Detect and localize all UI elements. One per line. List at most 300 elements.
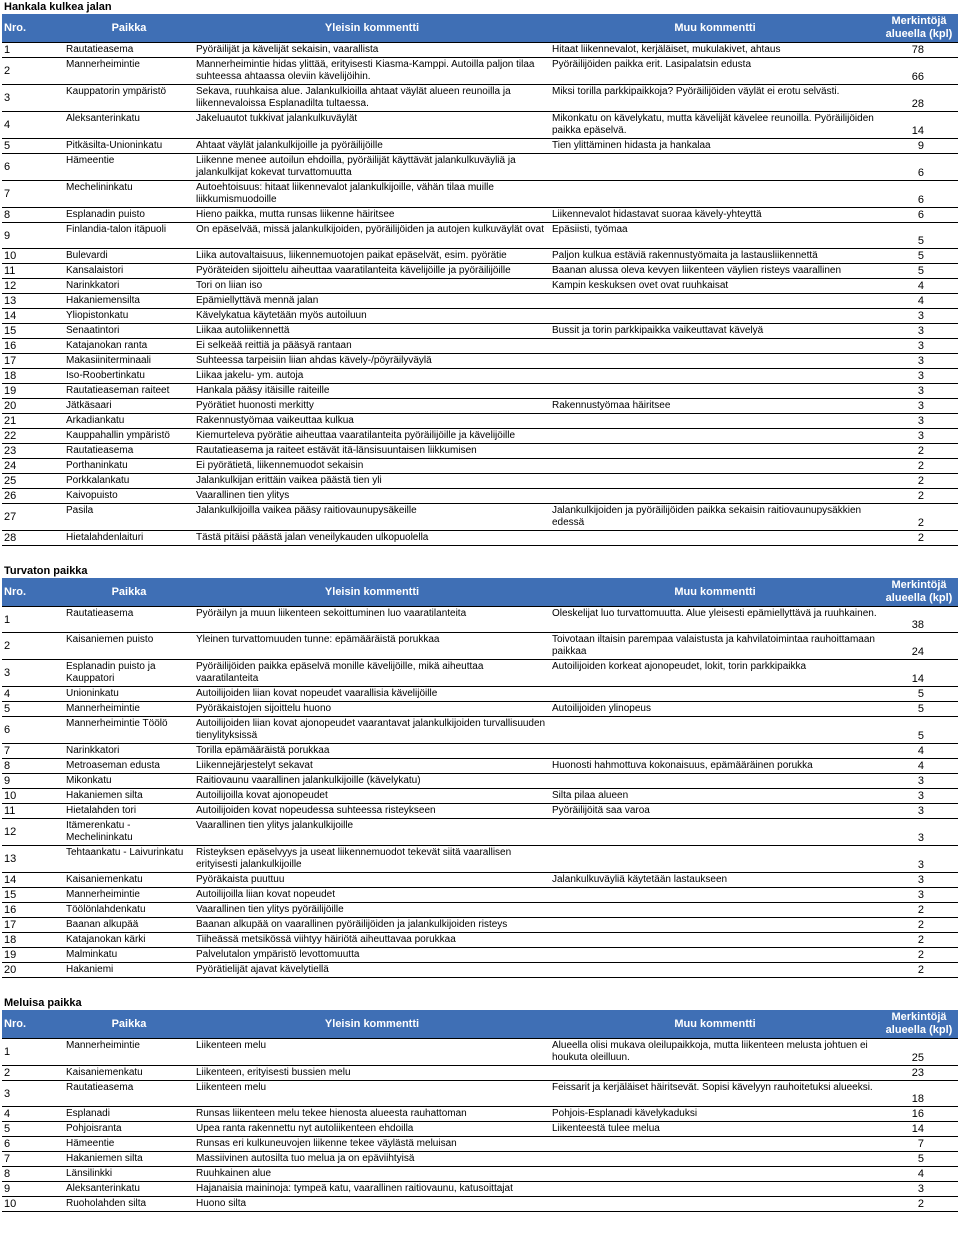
yleisin-comment-cell: Liikaa autoliikennettä (194, 324, 550, 339)
table-row (2, 112, 958, 139)
muu-comment-cell: Kampin keskuksen ovet ovat ruuhkaisat (550, 279, 880, 294)
table-row (2, 429, 958, 444)
table-row (2, 249, 958, 264)
nro-cell: 9 (2, 1182, 64, 1197)
yleisin-comment-cell: Tiiheässä metsikössä viihtyy häiriötä aiheuttavaa porukkaa (194, 933, 550, 948)
yleisin-comment-cell: Hieno paikka, mutta runsas liikenne häiritsee (194, 208, 550, 223)
header-nro: Nro. (2, 14, 64, 43)
table-row (2, 504, 958, 531)
table-row (2, 846, 958, 873)
count-cell: 2 (880, 933, 958, 948)
table-row (2, 744, 958, 759)
nro-cell: 19 (2, 948, 64, 963)
count-cell: 9 (880, 139, 958, 154)
muu-comment-cell: Pyöräilijöitä saa varoa (550, 804, 880, 819)
table-row (2, 702, 958, 717)
table-row (2, 531, 958, 546)
yleisin-comment-cell: Liikaa jakelu- ym. autoja (194, 369, 550, 384)
muu-comment-cell (550, 774, 880, 789)
count-cell: 3 (880, 1182, 958, 1197)
muu-comment-cell (550, 531, 880, 546)
count-cell: 23 (880, 1066, 958, 1081)
header-nro: Nro. (2, 1010, 64, 1039)
count-cell: 18 (880, 1081, 958, 1107)
table-row (2, 948, 958, 963)
table-row (2, 354, 958, 369)
header-muu: Muu kommentti (550, 1010, 880, 1039)
count-cell: 3 (880, 369, 958, 384)
yleisin-comment-cell: Kiemurteleva pyörätie aiheuttaa vaaratilanteita pyöräilijöille ja kävelijöille (194, 429, 550, 444)
paikka-cell: Kansalaistori (64, 264, 194, 279)
paikka-cell: Itämerenkatu - Mechelininkatu (64, 819, 194, 846)
nro-cell: 13 (2, 294, 64, 309)
nro-cell: 2 (2, 58, 64, 85)
count-cell: 3 (880, 399, 958, 414)
muu-comment-cell (550, 819, 880, 846)
nro-cell: 6 (2, 717, 64, 744)
paikka-cell: Kauppatorin ympäristö (64, 85, 194, 112)
paikka-cell: Jätkäsaari (64, 399, 194, 414)
count-cell: 3 (880, 819, 958, 846)
table-row (2, 607, 958, 633)
nro-cell: 5 (2, 139, 64, 154)
nro-cell: 25 (2, 474, 64, 489)
nro-cell: 4 (2, 687, 64, 702)
count-cell: 5 (880, 687, 958, 702)
table-row (2, 324, 958, 339)
count-cell: 16 (880, 1107, 958, 1122)
table-row (2, 819, 958, 846)
paikka-cell: Katajanokan kärki (64, 933, 194, 948)
nro-cell: 12 (2, 279, 64, 294)
nro-cell: 8 (2, 1167, 64, 1182)
muu-comment-cell: Autoilijoiden ylinopeus (550, 702, 880, 717)
yleisin-comment-cell: Ei selkeää reittiä ja pääsyä rantaan (194, 339, 550, 354)
yleisin-comment-cell: Sekava, ruuhkaisa alue. Jalankulkioilla ahtaat väylät alueen reunoilla ja liikennevaloissa Esplanadilta tultaessa. (194, 85, 550, 112)
muu-comment-cell: Miksi torilla parkkipaikkoja? Pyöräilijöiden väylät ei erotu selvästi. (550, 85, 880, 112)
yleisin-comment-cell: Tori on liian iso (194, 279, 550, 294)
yleisin-comment-cell: Liikenteen, erityisesti bussien melu (194, 1066, 550, 1081)
nro-cell: 3 (2, 1081, 64, 1107)
count-cell: 14 (880, 112, 958, 139)
count-cell: 2 (880, 459, 958, 474)
yleisin-comment-cell: Liikenteen melu (194, 1081, 550, 1107)
count-cell: 3 (880, 789, 958, 804)
yleisin-comment-cell: Mannerheimintie hidas ylittää, erityisesti Kiasma-Kamppi. Autoilla paljon tilaa suhteessa ahtaassa oleviin kävelijöihin. (194, 58, 550, 85)
muu-comment-cell: Epäsiisti, työmaa (550, 223, 880, 249)
table-row (2, 1066, 958, 1081)
nro-cell: 4 (2, 1107, 64, 1122)
count-cell: 3 (880, 414, 958, 429)
nro-cell: 1 (2, 1039, 64, 1066)
count-cell: 5 (880, 223, 958, 249)
count-cell: 2 (880, 504, 958, 531)
yleisin-comment-cell: Raitiovaunu vaarallinen jalankulkijoille (kävelykatu) (194, 774, 550, 789)
yleisin-comment-cell: Pyörätiet huonosti merkitty (194, 399, 550, 414)
count-cell: 2 (880, 1197, 958, 1212)
table-row (2, 459, 958, 474)
muu-comment-cell (550, 294, 880, 309)
muu-comment-cell: Mikonkatu on kävelykatu, mutta kävelijät kävelee reunoilla. Pyöräilijöiden paikka epäselvä. (550, 112, 880, 139)
yleisin-comment-cell: Kävelykatua käytetään myös autoiluun (194, 309, 550, 324)
paikka-cell: Tehtaankatu - Laivurinkatu (64, 846, 194, 873)
table-row (2, 918, 958, 933)
paikka-cell: Kaivopuisto (64, 489, 194, 504)
count-cell: 3 (880, 888, 958, 903)
nro-cell: 15 (2, 888, 64, 903)
count-cell: 3 (880, 846, 958, 873)
count-cell: 3 (880, 309, 958, 324)
table-row (2, 1137, 958, 1152)
table-row (2, 154, 958, 181)
table-row (2, 309, 958, 324)
table-row (2, 633, 958, 660)
count-cell: 7 (880, 1137, 958, 1152)
count-cell: 14 (880, 660, 958, 687)
nro-cell: 17 (2, 918, 64, 933)
paikka-cell: Mannerheimintie (64, 1039, 194, 1066)
table-row (2, 414, 958, 429)
paikka-cell: Kauppahallin ympäristö (64, 429, 194, 444)
muu-comment-cell: Liikennevalot hidastavat suoraa kävely-yhteyttä (550, 208, 880, 223)
count-cell: 6 (880, 154, 958, 181)
nro-cell: 10 (2, 789, 64, 804)
count-cell: 3 (880, 339, 958, 354)
nro-cell: 8 (2, 208, 64, 223)
nro-cell: 18 (2, 369, 64, 384)
section-title: Meluisa paikka (4, 997, 82, 1009)
table-row (2, 1081, 958, 1107)
nro-cell: 3 (2, 660, 64, 687)
count-cell: 24 (880, 633, 958, 660)
count-cell: 2 (880, 474, 958, 489)
paikka-cell: Pitkäsilta-Unioninkatu (64, 139, 194, 154)
count-cell: 4 (880, 744, 958, 759)
muu-comment-cell: Jalankulkuväyliä käytetään lastaukseen (550, 873, 880, 888)
section (2, 996, 958, 1212)
paikka-cell: Rautatieasema (64, 444, 194, 459)
muu-comment-cell: Rakennustyömaa häiritsee (550, 399, 880, 414)
nro-cell: 11 (2, 264, 64, 279)
count-cell: 6 (880, 208, 958, 223)
paikka-cell: Porthaninkatu (64, 459, 194, 474)
muu-comment-cell (550, 181, 880, 208)
table-row (2, 759, 958, 774)
muu-comment-cell (550, 309, 880, 324)
count-cell: 4 (880, 759, 958, 774)
nro-cell: 10 (2, 1197, 64, 1212)
table-row (2, 1122, 958, 1137)
table-row (2, 963, 958, 978)
muu-comment-cell: Bussit ja torin parkkipaikka vaikeuttavat kävelyä (550, 324, 880, 339)
count-cell: 2 (880, 963, 958, 978)
paikka-cell: Pohjoisranta (64, 1122, 194, 1137)
count-cell: 28 (880, 85, 958, 112)
table-row (2, 399, 958, 414)
table-row (2, 933, 958, 948)
yleisin-comment-cell: Upea ranta rakennettu nyt autoliikenteen ehdoilla (194, 1122, 550, 1137)
yleisin-comment-cell: Palvelutalon ympäristö levottomuutta (194, 948, 550, 963)
table-row (2, 279, 958, 294)
count-cell: 2 (880, 918, 958, 933)
muu-comment-cell: Silta pilaa alueen (550, 789, 880, 804)
muu-comment-cell (550, 1152, 880, 1167)
paikka-cell: Porkkalankatu (64, 474, 194, 489)
data-table (2, 1010, 958, 1212)
muu-comment-cell (550, 354, 880, 369)
muu-comment-cell (550, 154, 880, 181)
muu-comment-cell: Jalankulkijoiden ja pyöräilijöiden paikka sekaisin raitiovaunupysäkkien edessä (550, 504, 880, 531)
paikka-cell: Hietalahden tori (64, 804, 194, 819)
table-row (2, 339, 958, 354)
paikka-cell: Senaatintori (64, 324, 194, 339)
table-row (2, 474, 958, 489)
nro-cell: 23 (2, 444, 64, 459)
nro-cell: 14 (2, 873, 64, 888)
nro-cell: 18 (2, 933, 64, 948)
yleisin-comment-cell: Autoehtoisuus: hitaat liikennevalot jalankulkijoille, vähän tilaa muille liikkumismuodoille (194, 181, 550, 208)
count-cell: 5 (880, 702, 958, 717)
header-row (2, 1010, 958, 1039)
muu-comment-cell (550, 474, 880, 489)
muu-comment-cell (550, 903, 880, 918)
count-cell: 3 (880, 354, 958, 369)
table-row (2, 1197, 958, 1212)
paikka-cell: Hietalahdenlaituri (64, 531, 194, 546)
table-row (2, 1152, 958, 1167)
paikka-cell: Kaisaniemen puisto (64, 633, 194, 660)
count-cell: 5 (880, 717, 958, 744)
muu-comment-cell (550, 1066, 880, 1081)
count-cell: 4 (880, 294, 958, 309)
paikka-cell: Metroaseman edusta (64, 759, 194, 774)
header-yleisin: Yleisin kommentti (194, 1010, 550, 1039)
yleisin-comment-cell: Pyörätielijät ajavat kävelytiellä (194, 963, 550, 978)
paikka-cell: Mikonkatu (64, 774, 194, 789)
yleisin-comment-cell: Baanan alkupää on vaarallinen pyöräilijöiden ja jalankulkijoiden risteys (194, 918, 550, 933)
paikka-cell: Rautatieaseman raiteet (64, 384, 194, 399)
count-cell: 3 (880, 804, 958, 819)
yleisin-comment-cell: Liika autovaltaisuus, liikennemuotojen paikat epäselvät, esim. pyörätie (194, 249, 550, 264)
muu-comment-cell: Oleskelijat luo turvattomuutta. Alue yleisesti epämiellyttävä ja ruuhkainen. (550, 607, 880, 633)
table-row (2, 489, 958, 504)
nro-cell: 1 (2, 43, 64, 58)
table-row (2, 1182, 958, 1197)
nro-cell: 24 (2, 459, 64, 474)
muu-comment-cell: Feissarit ja kerjäläiset häiritsevät. Sopisi kävelyyn rauhoitetuksi alueeksi. (550, 1081, 880, 1107)
table-row (2, 223, 958, 249)
count-cell: 6 (880, 181, 958, 208)
nro-cell: 22 (2, 429, 64, 444)
paikka-cell: Hakaniemi (64, 963, 194, 978)
paikka-cell: Finlandia-talon itäpuoli (64, 223, 194, 249)
yleisin-comment-cell: Autoilijoiden liian kovat ajonopeudet vaarantavat jalankulkijoiden turvallisuuden tienylityksissä (194, 717, 550, 744)
paikka-cell: Ruoholahden silta (64, 1197, 194, 1212)
muu-comment-cell (550, 339, 880, 354)
paikka-cell: Töölönlahdenkatu (64, 903, 194, 918)
count-cell: 5 (880, 249, 958, 264)
table-row (2, 789, 958, 804)
data-table (2, 578, 958, 978)
yleisin-comment-cell: Risteyksen epäselvyys ja useat liikennemuodot tekevät siitä vaarallisen erityisesti jalankulkijoille (194, 846, 550, 873)
muu-comment-cell (550, 1167, 880, 1182)
paikka-cell: Kaisaniemenkatu (64, 1066, 194, 1081)
paikka-cell: Esplanadi (64, 1107, 194, 1122)
table-row (2, 1039, 958, 1066)
muu-comment-cell: Baanan alussa oleva kevyen liikenteen väylien risteys vaarallinen (550, 264, 880, 279)
nro-cell: 17 (2, 354, 64, 369)
table-row (2, 264, 958, 279)
paikka-cell: Mechelininkatu (64, 181, 194, 208)
nro-cell: 2 (2, 633, 64, 660)
table-row (2, 903, 958, 918)
paikka-cell: Aleksanterinkatu (64, 1182, 194, 1197)
table-row (2, 85, 958, 112)
table-row (2, 888, 958, 903)
paikka-cell: Länsilinkki (64, 1167, 194, 1182)
nro-cell: 27 (2, 504, 64, 531)
header-paikka: Paikka (64, 1010, 194, 1039)
header-muu: Muu kommentti (550, 578, 880, 607)
muu-comment-cell (550, 444, 880, 459)
muu-comment-cell (550, 1197, 880, 1212)
table-row (2, 58, 958, 85)
header-nro: Nro. (2, 578, 64, 607)
count-cell: 3 (880, 873, 958, 888)
section (2, 0, 958, 546)
paikka-cell: Bulevardi (64, 249, 194, 264)
paikka-cell: Narinkkatori (64, 744, 194, 759)
muu-comment-cell (550, 384, 880, 399)
paikka-cell: Pasila (64, 504, 194, 531)
muu-comment-cell (550, 948, 880, 963)
nro-cell: 6 (2, 1137, 64, 1152)
muu-comment-cell: Tien ylittäminen hidasta ja hankalaa (550, 139, 880, 154)
paikka-cell: Malminkatu (64, 948, 194, 963)
section-title: Turvaton paikka (4, 565, 88, 577)
paikka-cell: Iso-Roobertinkatu (64, 369, 194, 384)
header-paikka: Paikka (64, 14, 194, 43)
muu-comment-cell (550, 687, 880, 702)
muu-comment-cell (550, 414, 880, 429)
nro-cell: 19 (2, 384, 64, 399)
paikka-cell: Aleksanterinkatu (64, 112, 194, 139)
count-cell: 5 (880, 264, 958, 279)
nro-cell: 10 (2, 249, 64, 264)
section-title: Hankala kulkea jalan (4, 1, 112, 13)
muu-comment-cell (550, 459, 880, 474)
muu-comment-cell: Toivotaan iltaisin parempaa valaistusta ja kahvilatoimintaa rauhoittamaan paikkaa (550, 633, 880, 660)
count-cell: 78 (880, 43, 958, 58)
nro-cell: 5 (2, 702, 64, 717)
paikka-cell: Kaisaniemenkatu (64, 873, 194, 888)
yleisin-comment-cell: Huono silta (194, 1197, 550, 1212)
nro-cell: 28 (2, 531, 64, 546)
nro-cell: 20 (2, 399, 64, 414)
table-row (2, 208, 958, 223)
nro-cell: 13 (2, 846, 64, 873)
table-row (2, 43, 958, 58)
yleisin-comment-cell: Tästä pitäisi päästä jalan veneilykauden ulkopuolella (194, 531, 550, 546)
nro-cell: 15 (2, 324, 64, 339)
yleisin-comment-cell: Runsas eri kulkuneuvojen liikenne tekee väylästä meluisan (194, 1137, 550, 1152)
paikka-cell: Esplanadin puisto ja Kauppatori (64, 660, 194, 687)
yleisin-comment-cell: Ei pyörätietä, liikennemuodot sekaisin (194, 459, 550, 474)
table-row (2, 1107, 958, 1122)
table-row (2, 384, 958, 399)
yleisin-comment-cell: Pyöräilijät ja kävelijät sekaisin, vaarallista (194, 43, 550, 58)
header-yleisin: Yleisin kommentti (194, 578, 550, 607)
paikka-cell: Hämeentie (64, 154, 194, 181)
count-cell: 2 (880, 903, 958, 918)
yleisin-comment-cell: Jakeluautot tukkivat jalankulkuväylät (194, 112, 550, 139)
muu-comment-cell (550, 1182, 880, 1197)
header-muu: Muu kommentti (550, 14, 880, 43)
paikka-cell: Mannerheimintie (64, 888, 194, 903)
table-row (2, 687, 958, 702)
header-merkinnat: Merkintöjä alueella (kpl) (880, 14, 958, 43)
yleisin-comment-cell: Autoilijoiden liian kovat nopeudet vaarallisia kävelijöille (194, 687, 550, 702)
paikka-cell: Katajanokan ranta (64, 339, 194, 354)
muu-comment-cell (550, 429, 880, 444)
header-row (2, 14, 958, 43)
nro-cell: 8 (2, 759, 64, 774)
nro-cell: 4 (2, 112, 64, 139)
muu-comment-cell (550, 846, 880, 873)
nro-cell: 26 (2, 489, 64, 504)
table-row (2, 294, 958, 309)
count-cell: 3 (880, 384, 958, 399)
nro-cell: 1 (2, 607, 64, 633)
muu-comment-cell: Pohjois-Esplanadi kävelykaduksi (550, 1107, 880, 1122)
nro-cell: 9 (2, 223, 64, 249)
yleisin-comment-cell: Ahtaat väylät jalankulkijoille ja pyöräilijöille (194, 139, 550, 154)
nro-cell: 20 (2, 963, 64, 978)
header-yleisin: Yleisin kommentti (194, 14, 550, 43)
nro-cell: 21 (2, 414, 64, 429)
yleisin-comment-cell: Autoilijoilla kovat ajonopeudet (194, 789, 550, 804)
muu-comment-cell (550, 489, 880, 504)
paikka-cell: Hämeentie (64, 1137, 194, 1152)
yleisin-comment-cell: Pyöräilijöiden paikka epäselvä monille kävelijöille, mikä aiheuttaa vaaratilanteita (194, 660, 550, 687)
paikka-cell: Rautatieasema (64, 1081, 194, 1107)
paikka-cell: Unioninkatu (64, 687, 194, 702)
table-row (2, 660, 958, 687)
paikka-cell: Hakaniemensilta (64, 294, 194, 309)
muu-comment-cell: Liikenteestä tulee melua (550, 1122, 880, 1137)
muu-comment-cell: Alueella olisi mukava oleilupaikkoja, mutta liikenteen melusta johtuen ei houkuta oleilluun. (550, 1039, 880, 1066)
table-row (2, 444, 958, 459)
header-paikka: Paikka (64, 578, 194, 607)
yleisin-comment-cell: Vaarallinen tien ylitys pyöräilijöille (194, 903, 550, 918)
section-gap (2, 546, 958, 564)
paikka-cell: Baanan alkupää (64, 918, 194, 933)
nro-cell: 7 (2, 744, 64, 759)
yleisin-comment-cell: Rautatieasema ja raiteet estävät itä-länsisuuntaisen liikkumisen (194, 444, 550, 459)
yleisin-comment-cell: Pyöräteiden sijoittelu aiheuttaa vaaratilanteita kävelijöille ja pyöräilijöille (194, 264, 550, 279)
muu-comment-cell (550, 744, 880, 759)
count-cell: 2 (880, 948, 958, 963)
nro-cell: 9 (2, 774, 64, 789)
yleisin-comment-cell: Epämiellyttävä mennä jalan (194, 294, 550, 309)
muu-comment-cell (550, 369, 880, 384)
paikka-cell: Esplanadin puisto (64, 208, 194, 223)
yleisin-comment-cell: Massiivinen autosilta tuo melua ja on epäviihtyisä (194, 1152, 550, 1167)
yleisin-comment-cell: Ruuhkainen alue (194, 1167, 550, 1182)
table-row (2, 369, 958, 384)
paikka-cell: Rautatieasema (64, 43, 194, 58)
sections-container (2, 0, 958, 1212)
